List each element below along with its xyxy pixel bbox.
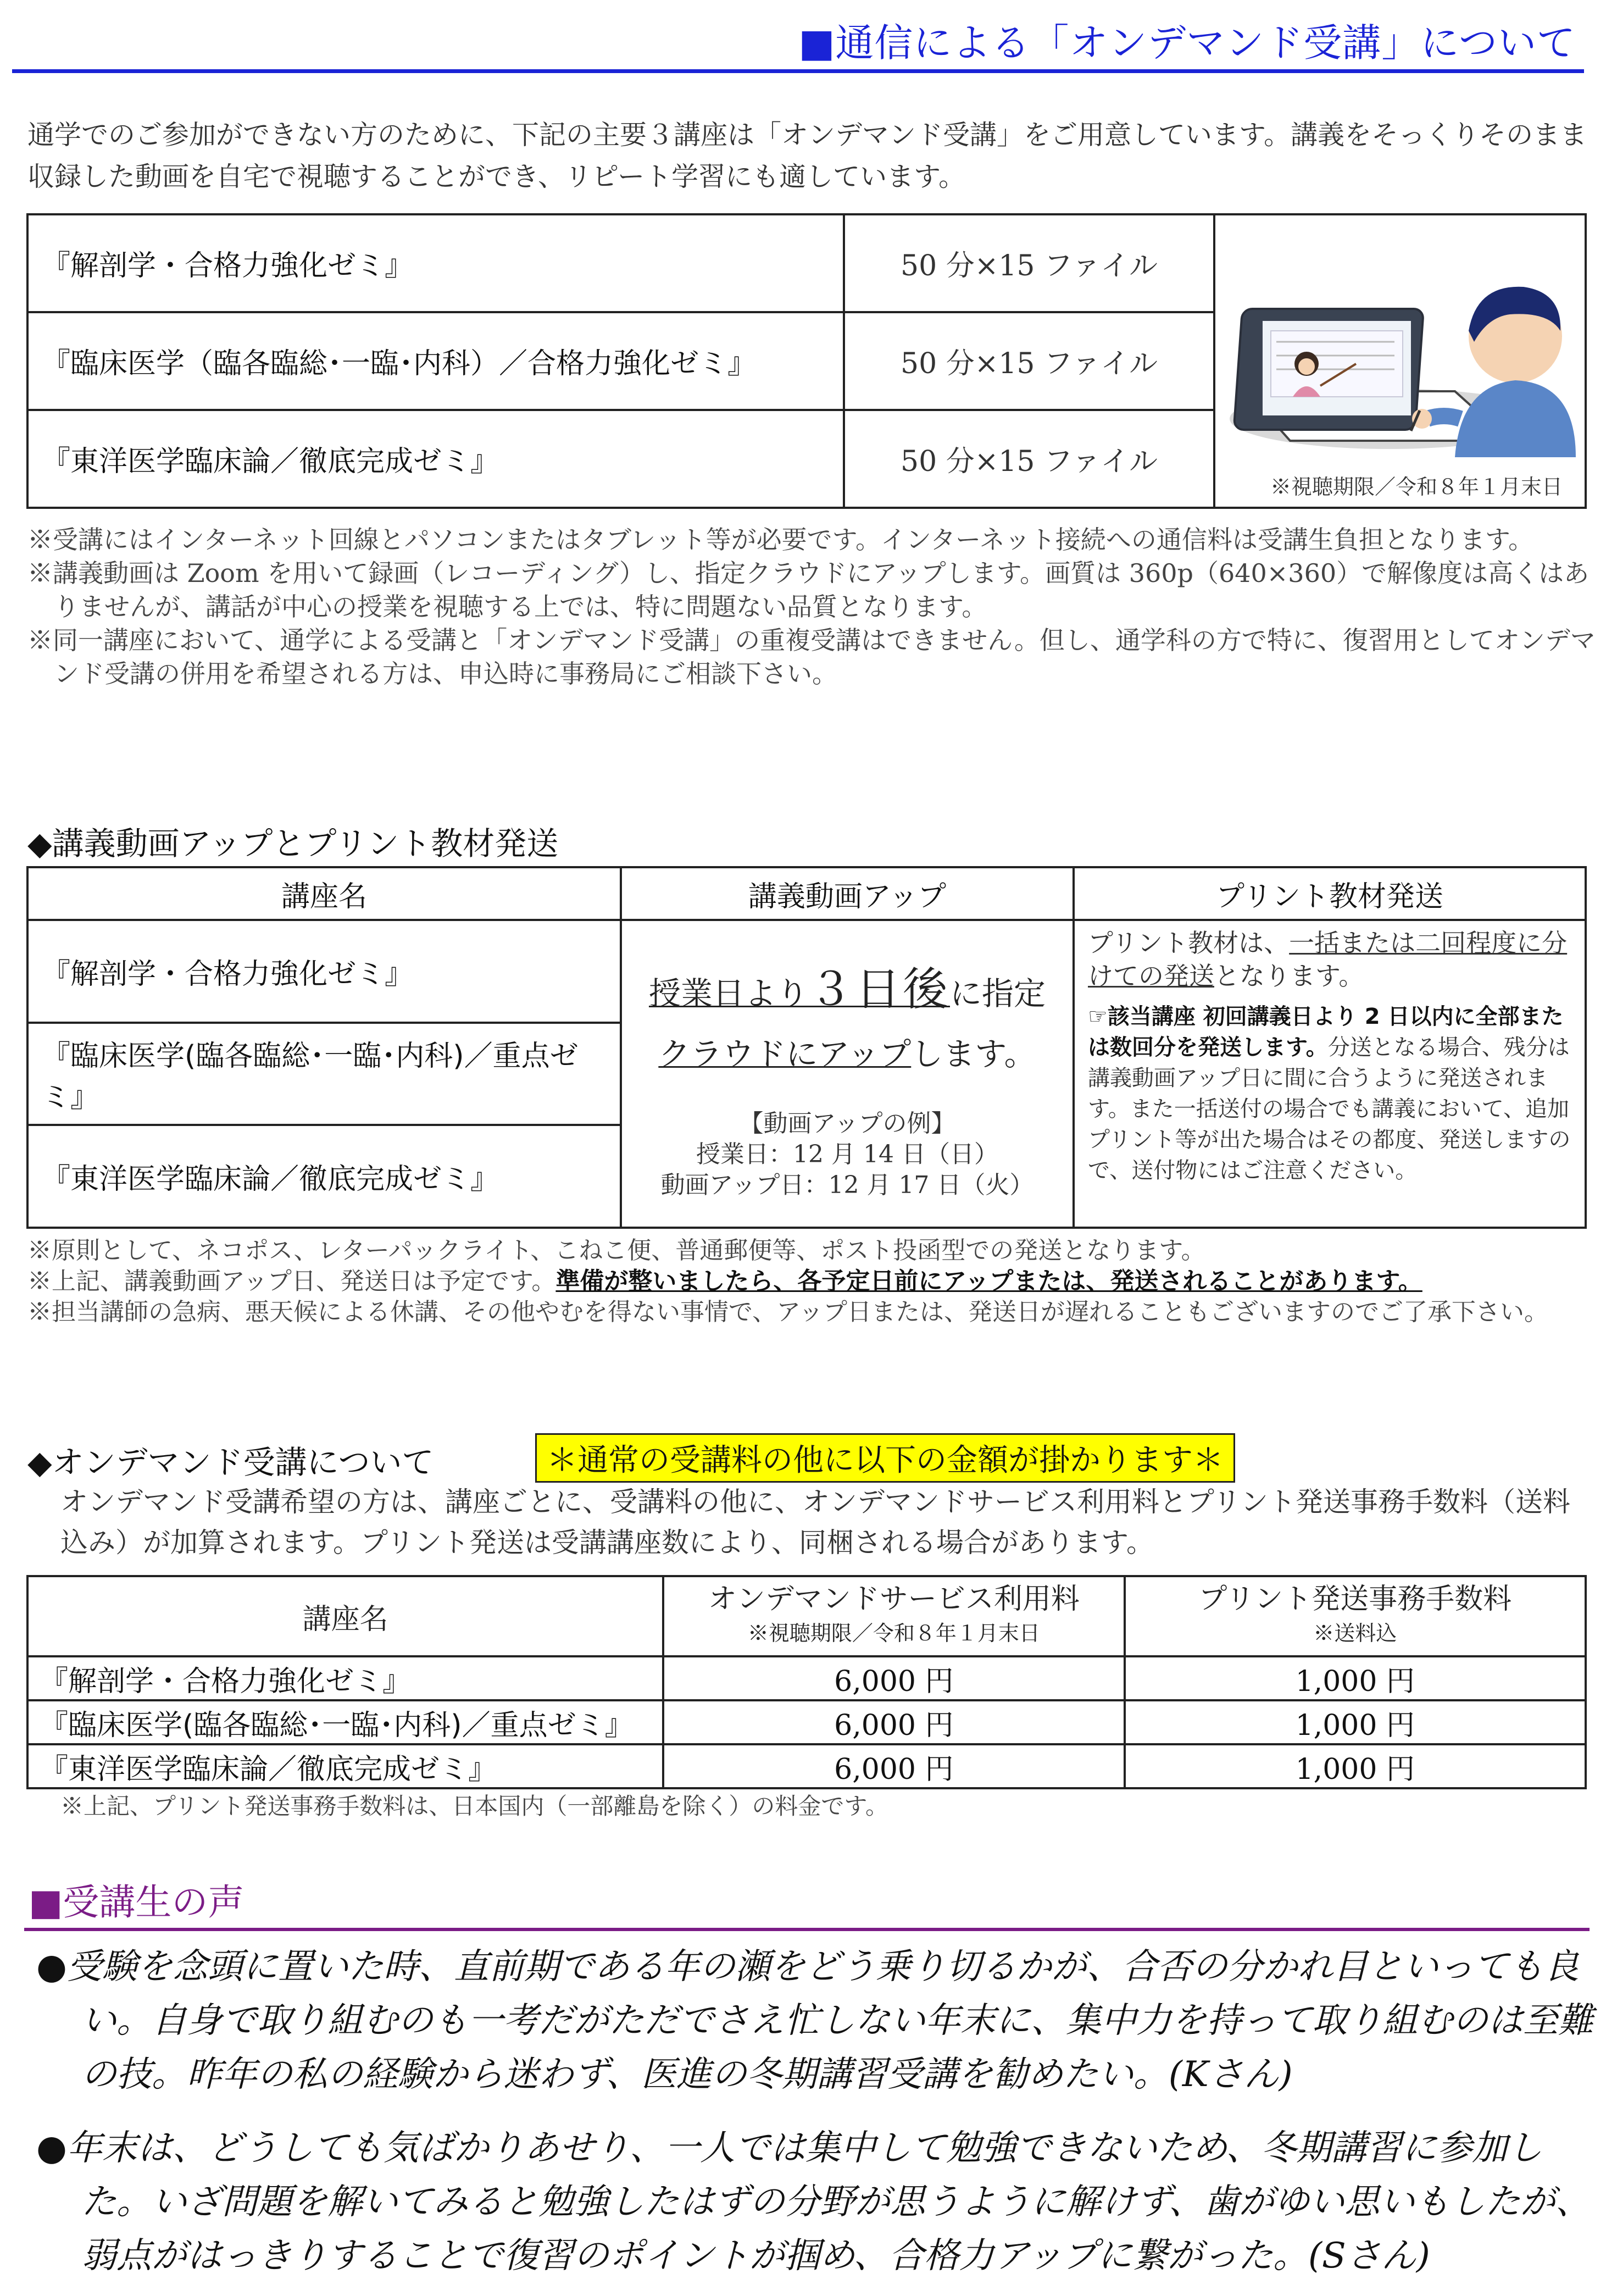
note-item: ※上記、講義動画アップ日、発送日は予定です。準備が整いましたら、各予定日前にアップまたは、発送されることがあります。 — [27, 1267, 1422, 1295]
table-row — [27, 920, 1586, 1023]
course-name: 『解剖学・合格力強化ゼミ』 — [27, 920, 621, 1023]
course-name: 『臨床医学(臨各臨総･一臨･内科)／重点ゼミ』 — [27, 1700, 663, 1744]
testimonial-text: ●受験を念頭に置いた時、直前期である年の瀬をどう乗り切るかが、合否の分かれ目といっても良い。自身で取り組むのも一考だがただでさえ忙しない年末に、集中力を持って取り組むのは至難の技。昨年の私の経験から迷わず、医進の冬期講習受講を勧めたい。(Kさん) — [36, 1946, 1593, 2095]
note-item: ※同一講座において、通学による受講と「オンデマンド受講」の重複受講はできません。但し、通学科の方で特に、復習用としてオンデマンド受講の併用を希望される方は、申込時に事務局にご相談下さい。 — [27, 625, 1596, 689]
section-heading-ondemand: ◆オンデマンド受講について — [27, 1444, 434, 1481]
testimonial — [36, 2121, 1597, 2283]
illustration-cell — [1214, 214, 1586, 508]
online-study-illustration — [1224, 254, 1576, 457]
section-heading-voices: ■受講生の声 — [29, 1881, 244, 1923]
page-title: ■通信による「オンデマンド受講」について — [798, 20, 1576, 65]
note-item: ※担当講師の急病、悪天候による休講、その他やむを得ない事情で、アップ日または、発送日が遅れることもございますのでご了承下さい。 — [27, 1298, 1549, 1326]
column-header-shipping: プリント発送事務手数料 ※送料込 — [1125, 1576, 1586, 1656]
course-name: 『東洋医学臨床論／徹底完成ゼミ』 — [27, 1125, 621, 1228]
course-name: 『臨床医学（臨各臨総･一臨･内科）／合格力強化ゼミ』 — [27, 312, 844, 410]
column-header: 講義動画アップ — [621, 867, 1074, 920]
section-heading-upload: ◆講義動画アップとプリント教材発送 — [27, 825, 559, 862]
table-header-row — [27, 867, 1586, 920]
ondemand-description: オンデマンド受講希望の方は、講座ごとに、受講料の他に、オンデマンドサービス利用料とプリント発送事務手数料（送料込み）が加算されます。プリント発送は受講講座数により、同梱される場合があります。 — [60, 1486, 1570, 1559]
shipping-fee: 1,000 円 — [1125, 1656, 1586, 1700]
column-header: 講座名 — [27, 1576, 663, 1656]
title-underline — [12, 69, 1584, 73]
upload-text-c: クラウドにアップ — [658, 1035, 912, 1073]
print-main-text: プリント教材は、一括または二回程度に分けての発送となります。 — [1088, 928, 1568, 991]
upload-text-b: に指定 — [950, 975, 1046, 1013]
column-header: プリント教材発送 — [1074, 867, 1586, 920]
upload-main-text — [622, 960, 1072, 1084]
upload-shipping-table — [26, 866, 1587, 1229]
service-fee: 6,000 円 — [663, 1700, 1124, 1744]
highlight-note: ＊通常の受講料の他に以下の金額が掛かります＊ — [535, 1433, 1235, 1483]
shipping-fee: 1,000 円 — [1125, 1744, 1586, 1788]
course-files: 50 分×15 ファイル — [844, 410, 1214, 508]
fee-footnote: ※上記、プリント発送事務手数料は、日本国内（一部離島を除く）の料金です。 — [60, 1793, 888, 1820]
service-fee: 6,000 円 — [663, 1656, 1124, 1700]
note-item: ※受講にはインターネット回線とパソコンまたはタブレット等が必要です。インターネット接続への通信料は受講生負担となります。 — [27, 525, 1534, 554]
course-name: 『解剖学・合格力強化ゼミ』 — [27, 214, 844, 312]
column-header-service: オンデマンドサービス利用料 ※視聴期限／令和８年１月末日 — [663, 1576, 1124, 1656]
note-item: ※原則として、ネコポス、レターパックライト、こねこ便、普通郵便等、ポスト投函型での発送となります。 — [27, 1236, 1205, 1265]
example-class-day: 授業日：12 月 14 日（日） — [696, 1140, 998, 1169]
print-detail: ☞該当講座 初回講義日より 2 日以内に全部または数回分を発送します。分送となる場合、残分は講義動画アップ日に間に合うように発送されます。また一括送付の場合でも講義において、追加プリント等が出た場合はその都度、発送しますので、送付物にはご注意ください。 — [1088, 1004, 1571, 1184]
voices-underline — [24, 1928, 1590, 1931]
course-files: 50 分×15 ファイル — [844, 312, 1214, 410]
course-name: 『臨床医学(臨各臨総･一臨･内科)／重点ゼミ』 — [27, 1023, 621, 1125]
notes-list — [27, 1235, 1599, 1328]
table-row — [27, 1700, 1586, 1744]
shipping-fee: 1,000 円 — [1125, 1700, 1586, 1744]
notes-list — [27, 523, 1599, 691]
fee-table — [26, 1575, 1587, 1789]
table-row — [27, 214, 1586, 312]
table-header-row — [27, 1576, 1586, 1656]
table-row — [27, 1744, 1586, 1788]
example-upload-day: 動画アップ日：12 月 17 日（火） — [660, 1171, 1034, 1200]
upload-text-d: します。 — [911, 1035, 1036, 1073]
course-name: 『東洋医学臨床論／徹底完成ゼミ』 — [27, 1744, 663, 1788]
table-row — [27, 1656, 1586, 1700]
course-name: 『東洋医学臨床論／徹底完成ゼミ』 — [27, 410, 844, 508]
note-item: ※講義動画は Zoom を用いて録画（レコーディング）し、指定クラウドにアップします。画質は 360p（640×360）で解像度は高くはありませんが、講話が中心の授業を視聴する上では、特に問題ない品質となります。 — [27, 558, 1590, 622]
upload-schedule-cell — [621, 920, 1074, 1228]
print-shipping-cell — [1074, 920, 1586, 1228]
testimonial-text: ●年末は、どうしても気ばかりあせり、一人では集中して勉強できないため、冬期講習に参加した。いざ問題を解いてみると勉強したはずの分野が思うように解けず、歯がゆい思いもしたが、弱点がはっきりすることで復習のポイントが掴め、合格力アップに繋がった。(Sさん) — [36, 2128, 1591, 2276]
upload-days: ３日後 — [808, 963, 950, 1016]
courses-table — [26, 213, 1587, 509]
upload-example — [622, 1108, 1072, 1201]
service-fee: 6,000 円 — [663, 1744, 1124, 1788]
upload-text-a: 授業日より — [648, 975, 808, 1013]
testimonial — [36, 1940, 1597, 2101]
example-title: 【動画アップの例】 — [739, 1110, 955, 1138]
intro-text: 通学でのご参加ができない方のために、下記の主要３講座は「オンデマンド受講」をご用意しています。講義をそっくりそのまま収録した動画を自宅で視聴することができ、リピート学習にも適しています。 — [27, 119, 1587, 192]
viewing-limit-note: ※視聴期限／令和８年１月末日 — [1270, 475, 1563, 499]
column-header: 講座名 — [27, 867, 621, 920]
course-files: 50 分×15 ファイル — [844, 214, 1214, 312]
course-name: 『解剖学・合格力強化ゼミ』 — [27, 1656, 663, 1700]
